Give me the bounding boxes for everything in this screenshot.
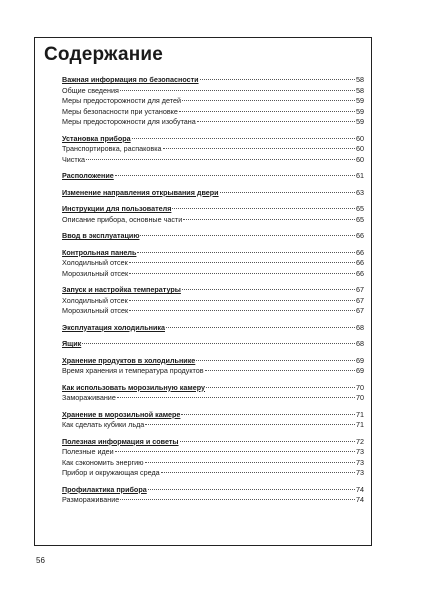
toc-entry-title: Описание прибора, основные части — [62, 214, 183, 224]
toc-entry — [62, 107, 364, 118]
toc-entry-title: Эксплуатация холодильника — [62, 322, 165, 332]
toc-entry-page: 67 — [356, 306, 364, 315]
toc-entry-page: 73 — [356, 447, 364, 456]
toc-section — [62, 134, 364, 166]
toc-entry-title: Морозильный отсек — [62, 268, 129, 278]
toc-entry-title: Как сделать кубики льда — [62, 420, 145, 429]
toc-entry — [62, 269, 364, 280]
toc-section — [62, 339, 364, 350]
dot-leader — [137, 251, 355, 253]
toc-heading-entry — [62, 204, 364, 215]
toc-entry-title: Меры безопасности при установке — [62, 106, 178, 116]
toc-entry-page: 69 — [356, 366, 364, 375]
dot-leader — [182, 99, 355, 101]
toc-entry-page: 68 — [356, 339, 364, 348]
toc-entry-title: Морозильный отсек — [62, 306, 129, 315]
toc-section — [62, 204, 364, 225]
toc-heading-entry — [62, 339, 364, 350]
toc-section — [62, 75, 364, 128]
toc-entry-title: Ящик — [62, 339, 82, 348]
dot-leader — [200, 78, 355, 80]
toc-entry-title: Важная информация по безопасности — [62, 75, 199, 84]
dot-leader — [120, 89, 355, 91]
toc-entry-page: 74 — [356, 484, 364, 494]
toc-heading-entry — [62, 383, 364, 394]
toc-entry — [62, 155, 364, 166]
page-number: 56 — [36, 556, 45, 565]
toc-section — [62, 383, 364, 404]
toc-entry — [62, 117, 364, 128]
toc-entry-page: 65 — [356, 204, 364, 213]
toc-entry — [62, 215, 364, 226]
toc-heading-entry — [62, 248, 364, 259]
page-title: Содержание — [44, 44, 164, 65]
toc-entry-title: Прибор и окружающая среда — [62, 468, 160, 477]
toc-heading-entry — [62, 485, 364, 496]
toc-entry-page: 66 — [356, 247, 364, 257]
toc-entry-page: 73 — [356, 468, 364, 477]
dot-leader — [179, 110, 355, 112]
toc-heading-entry — [62, 188, 364, 199]
toc-entry-page: 66 — [356, 231, 364, 240]
toc-entry-page: 70 — [356, 393, 364, 402]
toc-entry-page: 58 — [356, 75, 364, 84]
toc-entry-page: 60 — [356, 133, 364, 143]
toc-entry-page: 67 — [356, 295, 364, 305]
dot-leader — [205, 369, 355, 371]
toc-entry-title: Чистка — [62, 154, 85, 164]
toc-entry — [62, 366, 364, 377]
toc-entry-page: 68 — [356, 322, 364, 332]
toc-entry-page: 60 — [356, 144, 364, 153]
dot-leader — [140, 234, 355, 236]
toc-entry-title: Запуск и настройка температуры — [62, 285, 181, 294]
dot-leader — [196, 359, 355, 361]
toc-heading-entry — [62, 134, 364, 145]
toc-entry — [62, 393, 364, 404]
dot-leader — [145, 461, 355, 463]
dot-leader — [86, 158, 355, 160]
toc-entry-page: 63 — [356, 187, 364, 197]
toc-entry-page: 71 — [356, 409, 364, 419]
table-of-contents — [62, 75, 364, 512]
dot-leader — [115, 450, 355, 452]
toc-heading-entry — [62, 410, 364, 421]
toc-section — [62, 323, 364, 334]
toc-section — [62, 485, 364, 506]
toc-entry-title: Транспортировка, распаковка — [62, 144, 162, 153]
dot-leader — [129, 299, 355, 301]
dot-leader — [115, 174, 355, 176]
contents-frame — [34, 37, 372, 546]
dot-leader — [220, 191, 355, 193]
toc-entry-title: Полезная информация и советы — [62, 436, 179, 446]
toc-entry-title: Как использовать морозильную камеру — [62, 382, 206, 392]
toc-entry-page: 67 — [356, 285, 364, 294]
toc-entry-title: Меры предосторожности для изобутана — [62, 117, 196, 126]
toc-section — [62, 248, 364, 280]
toc-entry — [62, 468, 364, 479]
toc-entry — [62, 144, 364, 155]
toc-section — [62, 231, 364, 242]
toc-entry-page: 59 — [356, 96, 364, 105]
dot-leader — [148, 488, 355, 490]
toc-entry-title: Хранение в морозильной камере — [62, 409, 181, 419]
toc-entry-title: Холодильный отсек — [62, 258, 128, 267]
toc-section — [62, 285, 364, 317]
toc-entry — [62, 458, 364, 469]
toc-entry-page: 73 — [356, 457, 364, 467]
toc-entry-title: Ввод в эксплуатацию — [62, 231, 140, 240]
dot-leader — [120, 498, 355, 500]
toc-entry-page: 69 — [356, 355, 364, 365]
dot-leader — [161, 471, 355, 473]
toc-entry-title: Общие сведения — [62, 85, 119, 95]
toc-entry — [62, 306, 364, 317]
toc-entry-title: Полезные идеи — [62, 447, 114, 456]
toc-section — [62, 171, 364, 182]
dot-leader — [181, 413, 355, 415]
toc-section — [62, 356, 364, 377]
toc-entry-page: 72 — [356, 436, 364, 446]
toc-entry-title: Время хранения и температура продуктов — [62, 366, 204, 375]
dot-leader — [206, 386, 355, 388]
toc-entry-page: 70 — [356, 382, 364, 392]
dot-leader — [182, 288, 355, 290]
toc-entry-title: Замораживание — [62, 393, 116, 402]
toc-entry — [62, 447, 364, 458]
toc-entry — [62, 258, 364, 269]
toc-entry — [62, 296, 364, 307]
dot-leader — [172, 207, 355, 209]
toc-section — [62, 410, 364, 431]
toc-section — [62, 437, 364, 479]
toc-entry-page: 66 — [356, 268, 364, 278]
toc-entry-page: 61 — [356, 171, 364, 180]
dot-leader — [132, 137, 355, 139]
toc-entry-page: 74 — [356, 495, 364, 504]
toc-entry-title: Меры предосторожности для детей — [62, 96, 181, 105]
toc-heading-entry — [62, 75, 364, 86]
toc-section — [62, 188, 364, 199]
dot-leader — [180, 440, 355, 442]
toc-entry-page: 59 — [356, 106, 364, 116]
toc-entry-title: Инструкции для пользователя — [62, 204, 172, 213]
toc-entry — [62, 96, 364, 107]
toc-heading-entry — [62, 323, 364, 334]
dot-leader — [129, 272, 355, 274]
toc-entry-page: 60 — [356, 154, 364, 164]
toc-heading-entry — [62, 437, 364, 448]
dot-leader — [183, 218, 355, 220]
toc-entry — [62, 86, 364, 97]
toc-entry-title: Установка прибора — [62, 133, 131, 143]
toc-entry-title: Холодильный отсек — [62, 295, 128, 305]
toc-entry-title: Как сэкономить энергию — [62, 457, 144, 467]
dot-leader — [166, 326, 355, 328]
dot-leader — [129, 309, 355, 311]
toc-heading-entry — [62, 171, 364, 182]
dot-leader — [117, 396, 355, 398]
toc-entry — [62, 495, 364, 506]
toc-heading-entry — [62, 356, 364, 367]
toc-entry-page: 58 — [356, 85, 364, 95]
toc-entry-title: Контрольная панель — [62, 247, 137, 257]
dot-leader — [145, 423, 355, 425]
toc-entry-title: Расположение — [62, 171, 114, 180]
toc-entry-page: 71 — [356, 420, 364, 429]
dot-leader — [163, 147, 355, 149]
toc-entry-title: Размораживание — [62, 495, 120, 504]
dot-leader — [197, 120, 355, 122]
toc-entry-title: Профилактика прибора — [62, 484, 147, 494]
toc-entry — [62, 420, 364, 431]
toc-entry-title: Изменение направления открывания двери — [62, 187, 219, 197]
toc-entry-title: Хранение продуктов в холодильнике — [62, 355, 196, 365]
dot-leader — [129, 261, 355, 263]
toc-entry-page: 59 — [356, 117, 364, 126]
toc-entry-page: 65 — [356, 214, 364, 224]
toc-entry-page: 66 — [356, 258, 364, 267]
dot-leader — [82, 342, 355, 344]
toc-heading-entry — [62, 231, 364, 242]
toc-heading-entry — [62, 285, 364, 296]
